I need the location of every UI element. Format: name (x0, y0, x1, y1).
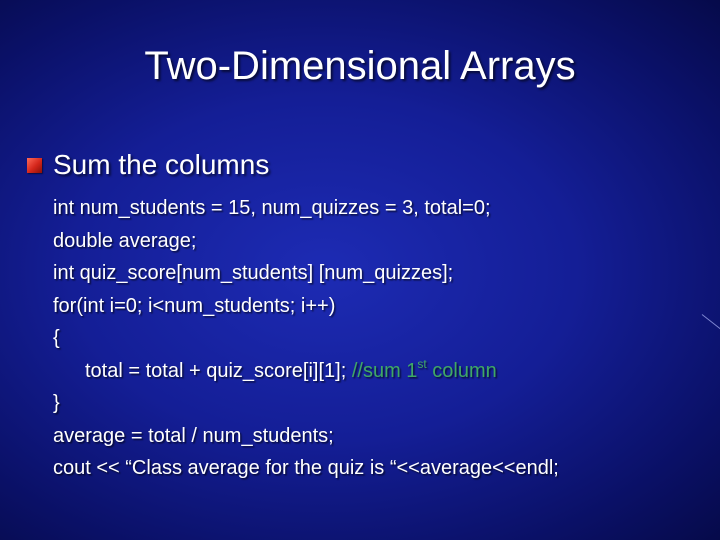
code-line: average = total / num_students; (53, 424, 334, 447)
code-statement: total = total + quiz_score[i][1]; (85, 359, 352, 382)
bullet-text: Sum the columns (53, 149, 270, 180)
comment-superscript: st (417, 356, 427, 371)
code-line: int num_students = 15, num_quizzes = 3, total=0; (53, 197, 491, 219)
code-line: } (53, 392, 60, 414)
slide-title: Two-Dimensional Arrays (144, 44, 576, 88)
comment-text-end: column (426, 359, 497, 382)
code-block (53, 192, 713, 485)
code-line: double average; (53, 229, 197, 252)
code-line: for(int i=0; i<num_students; i++) (53, 294, 336, 317)
comment-text: //sum 1 (351, 359, 418, 382)
code-line-with-comment (53, 355, 713, 388)
code-line: { (53, 327, 60, 349)
code-line: int quiz_score[num_students] [num_quizzes]; (53, 262, 454, 284)
code-comment (351, 356, 497, 382)
code-line: cout << “Class average for the quiz is “<<average<<endl; (53, 457, 559, 479)
bullet-square-icon (27, 158, 42, 173)
